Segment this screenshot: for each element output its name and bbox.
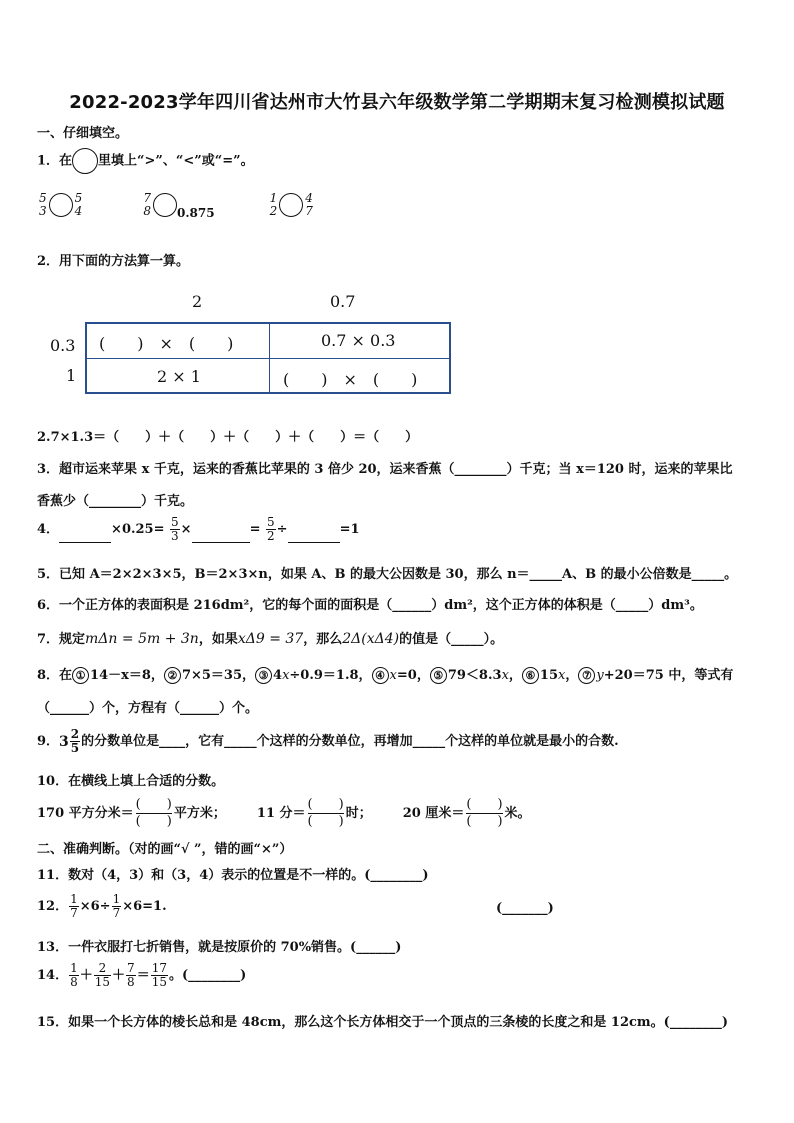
question-11: 11．数对（4，3）和（3，4）表示的位置是不一样的。(________) <box>37 868 429 883</box>
fraction: 5 4 <box>74 191 83 218</box>
q1-item-1 <box>37 191 89 218</box>
question-10-answers: 170 平方分米＝ ( ) ( ) 平方米； 11 分＝ ( ) ( ) 时； 20 厘米＝ ( ) ( ) 米。 <box>37 797 531 829</box>
blank-circle-icon <box>72 148 98 174</box>
question-8-line-2: （______）个，方程有（______）个。 <box>37 701 259 716</box>
answer-fraction[interactable]: ( ) ( ) <box>307 797 344 829</box>
question-3-line-2: 香蕉少（________）千克。 <box>37 494 194 509</box>
fraction: 7 8 <box>143 191 151 218</box>
grid-cell[interactable]: ( ) × ( ) <box>283 370 418 389</box>
circled-number: ④ <box>372 667 389 684</box>
circled-number: ③ <box>255 667 272 684</box>
mixed-number: 3 $\frac{2}{5}$ <box>59 727 80 755</box>
fraction: $\frac{2}{15}$ <box>94 961 111 989</box>
answer-blank[interactable] <box>59 542 111 543</box>
operation-definition: mΔn = 5m + 3n <box>85 631 199 647</box>
circled-number: ② <box>164 667 181 684</box>
fraction: $\frac{7}{8}$ <box>127 961 135 989</box>
fraction: 5 3 <box>39 191 47 218</box>
answer-circle-icon[interactable] <box>279 193 303 217</box>
question-1 <box>37 148 254 174</box>
question-10: 10．在横线上填上合适的分数。 <box>37 774 225 789</box>
question-15: 15．如果一个长方体的棱长总和是 48cm，那么这个长方体相交于一个顶点的三条棱的长度之和是 12cm。(________) <box>37 1015 728 1030</box>
circled-number: ① <box>72 667 89 684</box>
grid-cell[interactable]: ( ) × ( ) <box>99 334 234 353</box>
section-heading-2: 二、准确判断。（对的画“√ ”，错的画“×”） <box>37 842 293 857</box>
q2-equation: 2.7×1.3＝（ ）＋（ ）＋（ ）＋（ ）＝（ ） <box>37 430 419 445</box>
fraction: $\frac{17}{15}$ <box>151 961 167 989</box>
q1-prefix: 1．在 <box>37 153 73 169</box>
fraction: $\frac{1}{8}$ <box>70 961 78 989</box>
q1-compare-row <box>37 192 315 220</box>
fraction: 1 2 <box>269 191 278 218</box>
operation-expression: 2Δ(xΔ4) <box>342 631 400 647</box>
page-title: 2022-2023学年四川省达州市大竹县六年级数学第二学期期末复习检测模拟试题 <box>69 92 725 113</box>
operation-condition: xΔ9 = 37 <box>237 631 304 647</box>
answer-fraction[interactable]: ( ) ( ) <box>135 797 172 829</box>
question-12: 12． $\frac{1}{7}$ ×6÷ $\frac{1}{7}$ ×6=1. <box>37 892 167 920</box>
circled-number: ⑦ <box>578 667 595 684</box>
grid-top-label: 0.7 <box>330 292 356 311</box>
answer-circle-icon[interactable] <box>49 193 73 217</box>
answer-circle-icon[interactable] <box>153 193 177 217</box>
fraction: $\frac{5}{2}$ <box>267 515 275 543</box>
question-4: 4． ×0.25= $\frac{5}{3}$ × = $\frac{5}{2}$ ÷ =1 <box>37 515 360 543</box>
question-7: 7．规定mΔn = 5m + 3n，如果xΔ9 = 37，那么2Δ(xΔ4)的值是（_____）。 <box>37 631 504 647</box>
circled-number: ⑤ <box>430 667 447 684</box>
question-14: 14． $\frac{1}{8}$ ＋ $\frac{2}{15}$ ＋ $\frac{7}{8}$ ＝ $\frac{17}{15}$ 。(________) <box>37 961 247 989</box>
q12-answer[interactable]: (_______) <box>496 901 554 916</box>
q1-item-2: 7 8 0.875 <box>143 191 215 220</box>
grid-cell: 2 × 1 <box>157 367 201 386</box>
answer-blank[interactable] <box>288 542 340 543</box>
question-5: 5．已知 A＝2×2×3×5，B＝2×3×n，如果 A、B 的最大公因数是 30，那么 n＝_____A、B 的最小公倍数是_____。 <box>37 567 738 582</box>
q1-suffix: 里填上“>”、“<”或“=”。 <box>98 153 254 169</box>
question-9: 9． 3 $\frac{2}{5}$ 的分数单位是____，它有_____个这样的分数单位，再增加_____个这样的单位就是最小的合数. <box>37 727 619 755</box>
fraction: $\frac{1}{7}$ <box>70 892 78 920</box>
question-13: 13．一件衣服打七折销售，就是按原价的 70%销售。(______) <box>37 940 402 955</box>
area-model-grid <box>85 322 451 394</box>
answer-fraction[interactable]: ( ) ( ) <box>466 797 503 829</box>
fraction: $\frac{5}{3}$ <box>171 515 179 543</box>
question-2: 2．用下面的方法算一算。 <box>37 254 190 269</box>
q1-item-3 <box>268 191 315 218</box>
grid-side-label: 0.3 <box>50 336 76 355</box>
answer-blank[interactable] <box>192 542 250 543</box>
grid-side-label: 1 <box>66 366 77 385</box>
grid-top-label: 2 <box>192 292 203 311</box>
fraction: 4 7 <box>305 191 313 218</box>
question-8-line-1: 8．在 ① 14－x＝8， ② 7×5＝35， ③ 4x÷0.9＝1.8， ④ x=0， ⑤ 79＜8.3x， ⑥ 15x， ⑦ y+20＝75 中，等式有 <box>37 668 734 683</box>
question-6: 6．一个正方体的表面积是 216dm²，它的每个面的面积是（______）dm²，这个正方体的体积是（_____）dm³。 <box>37 598 703 613</box>
section-heading-1: 一、仔细填空。 <box>37 126 129 141</box>
fraction: $\frac{1}{7}$ <box>112 892 121 920</box>
grid-cell: 0.7 × 0.3 <box>321 331 396 350</box>
circled-number: ⑥ <box>522 667 539 684</box>
question-3-line-1: 3．超市运来苹果 x 千克，运来的香蕉比苹果的 3 倍少 20，运来香蕉（________）千克；当 x＝120 时，运来的苹果比 <box>37 462 733 477</box>
